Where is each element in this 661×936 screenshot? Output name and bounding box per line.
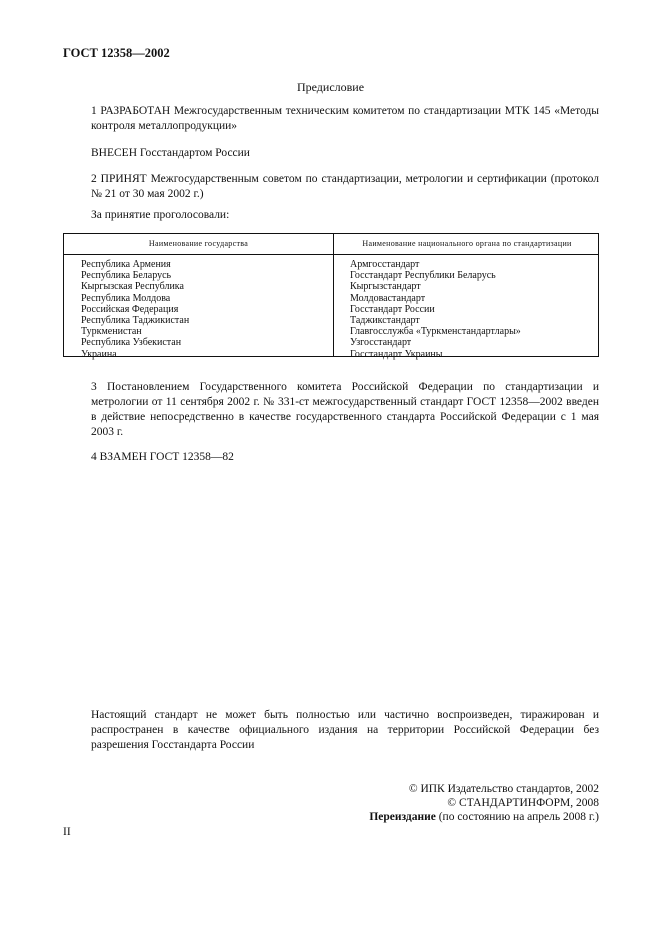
table-cell-state: Кыргызская Республика <box>81 281 184 293</box>
reissue-note: (по состоянию на апрель 2008 г.) <box>435 811 599 823</box>
table-cell-state: Туркменистан <box>81 326 142 338</box>
table-column-states <box>81 259 189 360</box>
table-cell-state: Республика Армения <box>81 259 171 270</box>
copyright-line-1: © ИПК Издательство стандартов, 2002 <box>408 783 599 795</box>
table-cell-state: Республика Беларусь <box>81 270 172 282</box>
table-cell-body: Главгосслужба «Туркменстандартлары» <box>350 326 521 338</box>
standard-id-header: ГОСТ 12358—2002 <box>63 46 170 60</box>
paragraph-introduced <box>63 146 599 161</box>
paragraph-adopted-text: 2 ПРИНЯТ Межгосударственным советом по стандартизации, метрологии и сертификации (протокол № 21 от 30 мая 2002 г.) <box>91 173 599 200</box>
section-title: Предисловие <box>296 80 365 94</box>
table-cell-body: Молдовастандарт <box>350 292 426 304</box>
table-cell-body: Госстандарт Республики Беларусь <box>350 270 496 282</box>
table-header-body: Наименование национального органа по стандартизации <box>362 239 572 248</box>
paragraph-replaces <box>63 450 599 465</box>
reproduction-notice <box>63 708 599 753</box>
table-cell-body: Кыргызстандарт <box>350 281 421 293</box>
table-cell-state: Республика Узбекистан <box>81 337 182 349</box>
paragraph-adopted <box>63 172 599 202</box>
paragraph-developed-text: 1 РАЗРАБОТАН Межгосударственным техническим комитетом по стандартизации МТК 145 «Методы контроля металлопродукции» <box>91 105 599 132</box>
table-cell-body: Армгосстандарт <box>350 259 420 270</box>
copyright-line-2: © СТАНДАРТИНФОРМ, 2008 <box>447 797 599 809</box>
table-cell-body: Госстандарт России <box>350 303 435 315</box>
reproduction-notice-text: Настоящий стандарт не может быть полностью или частично воспроизведен, тиражирован и распространен в качестве официального издания на территории Российской Федерации без разрешения Госстандарта России <box>91 709 599 751</box>
paragraph-introduced-text: ВНЕСЕН Госстандартом России <box>91 147 250 159</box>
table-cell-body: Таджикстандарт <box>350 315 420 327</box>
table-cell-body: Госстандарт Украины <box>350 348 443 360</box>
table-cell-state: Украина <box>81 348 117 360</box>
paragraph-resolution-text: 3 Постановлением Государственного комитета Российской Федерации по стандартизации и метрологии от 11 сентября 2002 г. № 331-ст межгосударственный стандарт ГОСТ 12358—2002 введен в действие непосредственно в качестве государственного стандарта Российской Федерации с 1 мая 2003 г. <box>91 381 599 438</box>
table-cell-state: Российская Федерация <box>81 303 179 315</box>
paragraph-resolution <box>63 380 599 440</box>
table-cell-state: Республика Молдова <box>81 292 171 304</box>
paragraph-replaces-text: 4 ВЗАМЕН ГОСТ 12358—82 <box>91 451 234 463</box>
paragraph-voted <box>63 208 599 223</box>
paragraph-voted-text: За принятие проголосовали: <box>91 209 230 221</box>
table-column-divider <box>333 234 334 356</box>
paragraph-developed <box>63 104 599 134</box>
table-column-bodies <box>350 259 521 360</box>
table-cell-body: Узгосстандарт <box>350 337 412 349</box>
reissue-line <box>369 810 599 824</box>
voting-table <box>63 233 599 360</box>
table-header-state: Наименование государства <box>148 239 249 248</box>
table-cell-state: Республика Таджикистан <box>81 315 190 327</box>
page-number: II <box>63 826 71 838</box>
reissue-label: Переиздание <box>369 811 436 823</box>
